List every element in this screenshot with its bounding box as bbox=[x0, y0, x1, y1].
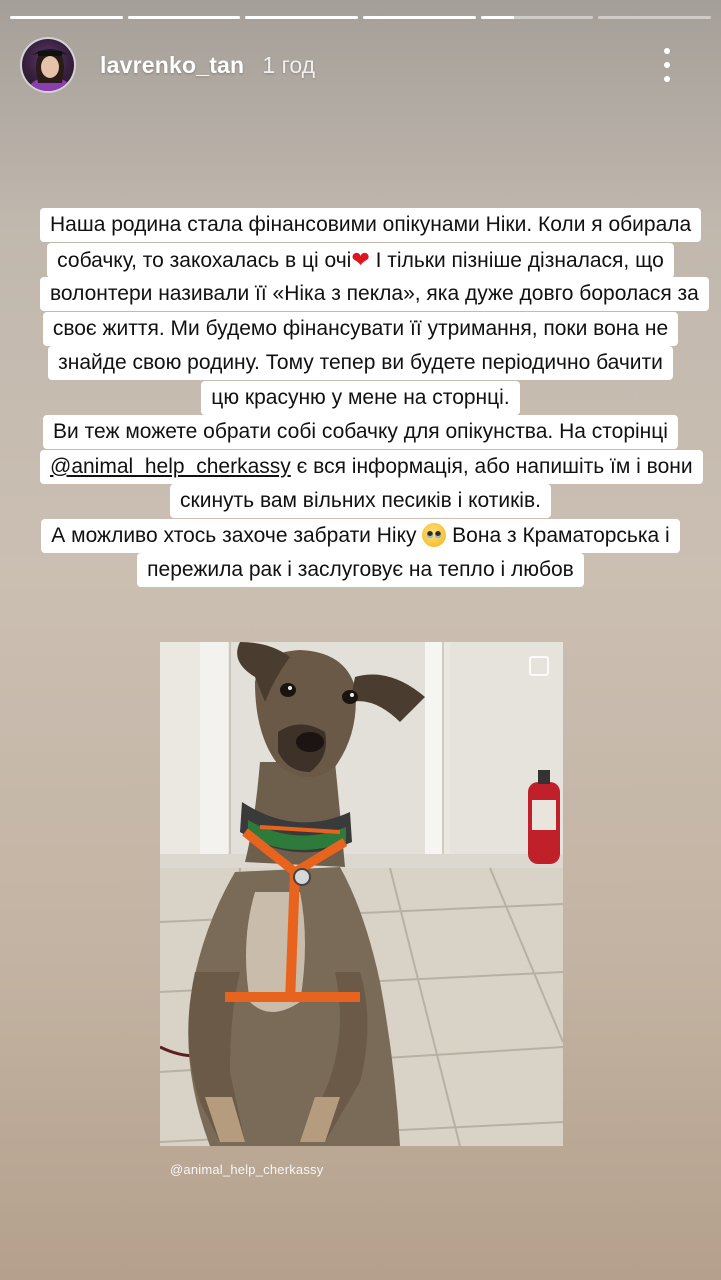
mention-link[interactable]: @animal_help_cherkassy bbox=[50, 454, 291, 478]
caption-line: волонтери називали її «Ніка з пекла», яка дуже довго боролася за bbox=[40, 277, 709, 311]
caption-line: цю красуню у мене на сторнці. bbox=[201, 381, 519, 415]
multi-photo-icon bbox=[529, 656, 549, 676]
caption-line: знайде свою родину. Тому тепер ви будете періодично бачити bbox=[48, 346, 673, 380]
caption-text: А можливо хтось захоче забрати Ніку bbox=[51, 523, 417, 547]
post-time: 1 год bbox=[262, 51, 316, 78]
story-caption bbox=[40, 208, 699, 588]
username[interactable]: lavrenko_tan bbox=[100, 51, 245, 78]
caption-line bbox=[47, 243, 674, 278]
post-source-credit[interactable]: @animal_help_cherkassy bbox=[170, 1162, 324, 1177]
caption-text: Вона з Краматорська і bbox=[446, 523, 670, 547]
progress-segment bbox=[245, 16, 358, 19]
caption-line bbox=[40, 450, 703, 484]
caption-line: Наша родина стала фінансовими опікунами Ніки. Коли я обирала bbox=[40, 208, 701, 242]
heart-emoji-icon: ❤ bbox=[351, 246, 370, 272]
progress-segment bbox=[10, 16, 123, 19]
progress-segment-current bbox=[481, 16, 594, 19]
caption-line bbox=[41, 519, 679, 553]
caption-line: пережила рак і заслуговує на тепло і любов bbox=[137, 553, 584, 587]
caption-text: собачку, то закохалась в ці очі bbox=[57, 248, 352, 272]
story-progress-bar bbox=[10, 16, 711, 19]
avatar[interactable] bbox=[20, 37, 76, 93]
story-header bbox=[20, 34, 701, 96]
caption-text: І тільки пізніше дізналася, що bbox=[369, 248, 664, 272]
shared-post-photo[interactable] bbox=[160, 642, 563, 1146]
caption-line: Ви теж можете обрати собі собачку для опікунства. На сторінці bbox=[43, 415, 678, 449]
progress-segment bbox=[598, 16, 711, 19]
progress-segment bbox=[363, 16, 476, 19]
caption-text: є вся інформація, або напишіть їм і вони bbox=[290, 454, 693, 478]
caption-line: своє життя. Ми будемо фінансувати її утримання, поки вона не bbox=[43, 312, 678, 346]
progress-segment bbox=[128, 16, 241, 19]
pleading-face-emoji-icon bbox=[422, 523, 446, 547]
caption-line: скинуть вам вільних песиків і котиків. bbox=[170, 484, 551, 518]
more-vertical-icon[interactable] bbox=[657, 48, 677, 82]
